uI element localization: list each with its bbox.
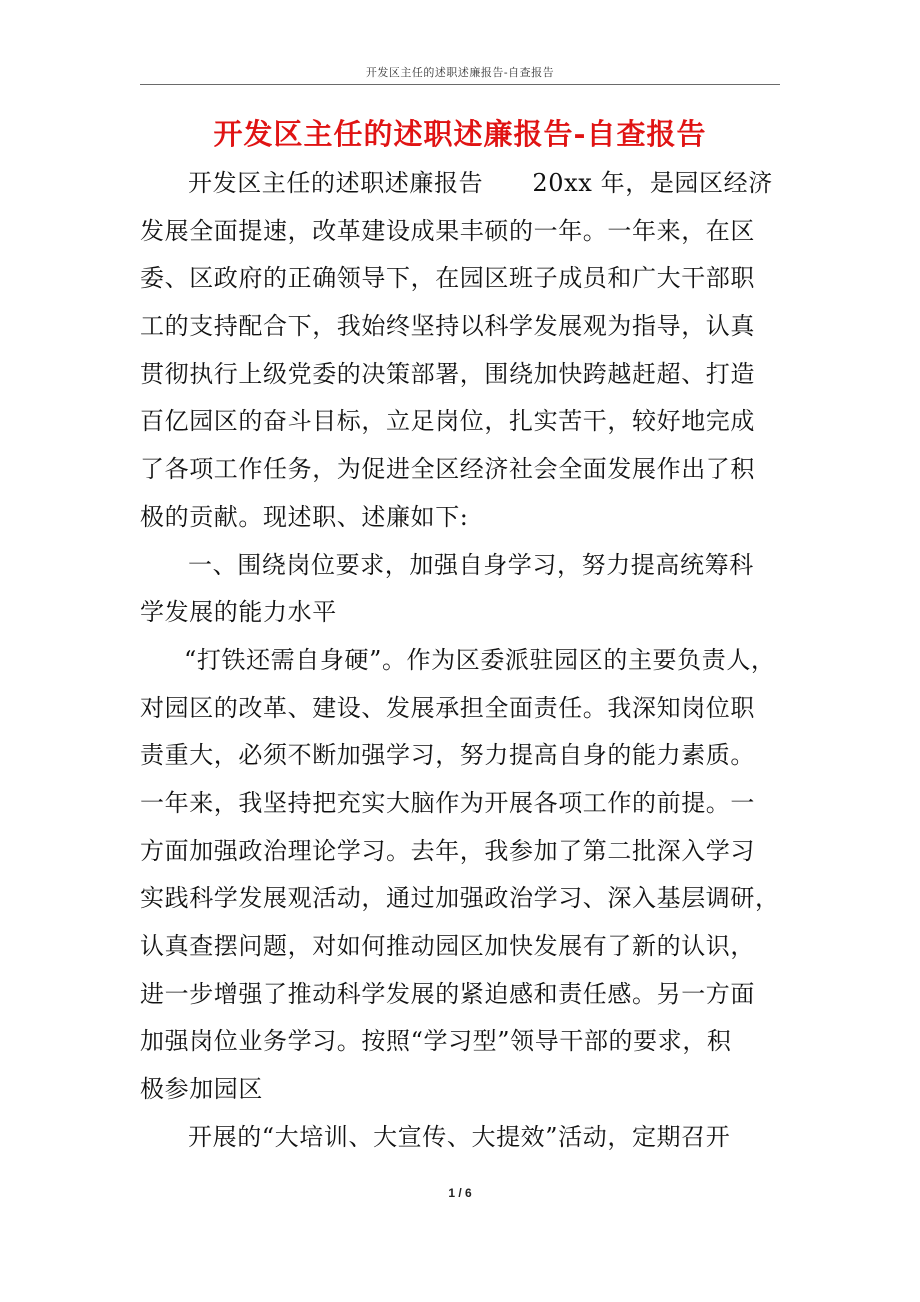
- page-number: 1 / 6: [448, 1186, 472, 1200]
- body-line: 极的贡献。现述职、述廉如下:: [140, 502, 469, 531]
- document-title: 开发区主任的述职述廉报告-自查报告: [213, 117, 707, 151]
- body-line: 方面加强政治理论学习。去年，我参加了第二批深入学习: [140, 836, 755, 865]
- section-heading-line: 学发展的能力水平: [140, 598, 337, 627]
- body-line: 加强岗位业务学习。按照“学习型”领导干部的要求，积: [140, 1027, 732, 1056]
- body-line: “打铁还需自身硬”。作为区委派驻园区的主要负责人，: [184, 645, 776, 674]
- header-divider: [140, 84, 780, 85]
- body-line: 进一步增强了推动科学发展的紧迫感和责任感。另一方面: [140, 979, 755, 1008]
- body-line: 极参加园区: [140, 1075, 263, 1104]
- body-line: 了各项工作任务，为促进全区经济社会全面发展作出了积: [140, 455, 755, 484]
- body-line: 实践科学发展观活动，通过加强政治学习、深入基层调研，: [140, 884, 780, 913]
- document-body: [140, 160, 780, 1161]
- body-line: 委、区政府的正确领导下，在园区班子成员和广大干部职: [140, 264, 755, 293]
- body-line: 对园区的改革、建设、发展承担全面责任。我深知岗位职: [140, 693, 755, 722]
- running-header: 开发区主任的述职述廉报告-自查报告: [365, 66, 555, 79]
- body-line: 认真查摆问题，对如何推动园区加快发展有了新的认识，: [140, 932, 755, 960]
- body-line: 一年来，我坚持把充实大脑作为开展各项工作的前提。一: [140, 788, 755, 817]
- body-line: 贯彻执行上级党委的决策部署，围绕加快跨越赶超、打造: [140, 359, 755, 388]
- body-line: 开展的“大培训、大宣传、大提效”活动，定期召开: [188, 1122, 731, 1151]
- body-line: 百亿园区的奋斗目标，立足岗位，扎实苦干，较好地完成: [140, 407, 755, 436]
- body-line: 责重大，必须不断加强学习，努力提高自身的能力素质。: [140, 741, 755, 770]
- body-line: 开发区主任的述职述廉报告 20xx 年，是园区经济: [188, 169, 773, 197]
- section-heading-line: 一、围绕岗位要求，加强自身学习，努力提高统筹科: [188, 550, 754, 579]
- body-line: 发展全面提速，改革建设成果丰硕的一年。一年来，在区: [140, 216, 755, 245]
- body-line: 工的支持配合下，我始终坚持以科学发展观为指导，认真: [140, 312, 755, 341]
